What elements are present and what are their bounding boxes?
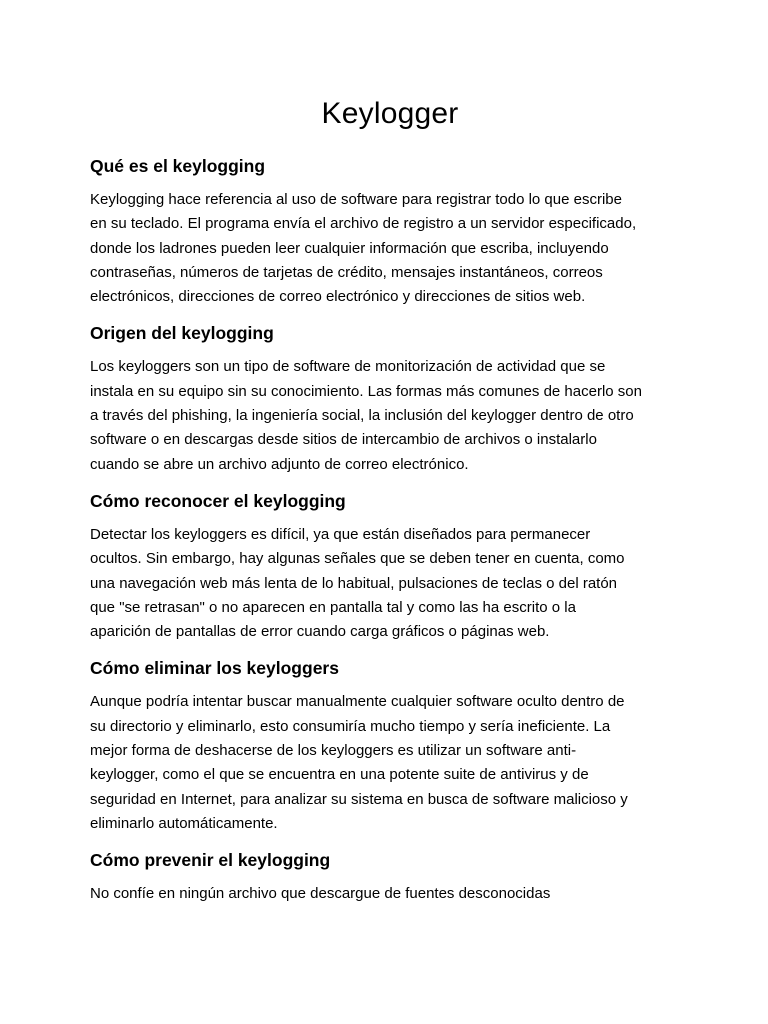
paragraph-line: Aunque podría intentar buscar manualmente cualquier software oculto dentro de	[90, 693, 625, 711]
paragraph-line: que "se retrasan" o no aparecen en pantalla tal y como las ha escrito o la	[90, 598, 576, 616]
paragraph-line: Keylogging hace referencia al uso de software para registrar todo lo que escribe	[90, 191, 622, 208]
section-heading: Cómo eliminar los keyloggers	[90, 658, 339, 679]
section-paragraph	[90, 882, 690, 906]
section-paragraph	[90, 523, 690, 644]
paragraph-line: electrónicos, direcciones de correo electrónico y direcciones de sitios web.	[90, 288, 586, 306]
paragraph-line: seguridad en Internet, para analizar su sistema en busca de software malicioso y	[90, 790, 628, 808]
document-page	[90, 92, 690, 919]
section-what-is-keylogging	[90, 154, 690, 309]
section-heading: Cómo prevenir el keylogging	[90, 850, 331, 871]
paragraph-line: su directorio y eliminarlo, esto consumiría mucho tiempo y sería ineficiente. La	[90, 717, 611, 735]
document-title: Keylogger	[321, 97, 459, 130]
paragraph-line: cuando se abre un archivo adjunto de correo electrónico.	[90, 455, 469, 473]
paragraph-line: una navegación web más lenta de lo habitual, pulsaciones de teclas o del ratón	[90, 574, 618, 592]
section-paragraph	[90, 355, 690, 476]
paragraph-line: ocultos. Sin embargo, hay algunas señales que se deben tener en cuenta, como	[90, 550, 625, 568]
paragraph-line: No confíe en ningún archivo que descargue de fuentes desconocidas	[90, 885, 551, 903]
paragraph-line: keylogger, como el que se encuentra en una potente suite de antivirus y de	[90, 766, 589, 784]
paragraph-line: en su teclado. El programa envía el archivo de registro a un servidor especificado,	[90, 215, 637, 233]
paragraph-line: Los keyloggers son un tipo de software de monitorización de actividad que se	[90, 358, 606, 376]
paragraph-line: Detectar los keyloggers es difícil, ya que están diseñados para permanecer	[90, 525, 591, 543]
section-paragraph	[90, 690, 690, 836]
section-paragraph	[90, 188, 690, 309]
paragraph-line: mejor forma de deshacerse de los keyloggers es utilizar un software anti-	[90, 742, 577, 760]
section-heading: Origen del keylogging	[90, 323, 274, 344]
paragraph-line: eliminarlo automáticamente.	[90, 814, 278, 832]
section-heading: Cómo reconocer el keylogging	[90, 490, 346, 511]
paragraph-line: instala en su equipo sin su conocimiento. Las formas más comunes de hacerlo son	[90, 382, 642, 400]
paragraph-line: contraseñas, números de tarjetas de crédito, mensajes instantáneos, correos	[90, 263, 603, 281]
section-origin	[90, 321, 690, 476]
section-heading: Qué es el keylogging	[90, 156, 266, 176]
section-prevent	[90, 848, 690, 906]
paragraph-line: donde los ladrones pueden leer cualquier información que escriba, incluyendo	[90, 239, 609, 257]
section-recognize	[90, 489, 690, 644]
section-remove	[90, 656, 690, 836]
paragraph-line: a través del phishing, la ingeniería social, la inclusión del keylogger dentro de otro	[90, 407, 634, 425]
paragraph-line: software o en descargas desde sitios de intercambio de archivos o instalarlo	[90, 431, 597, 449]
paragraph-line: aparición de pantallas de error cuando carga gráficos o páginas web.	[90, 623, 550, 641]
